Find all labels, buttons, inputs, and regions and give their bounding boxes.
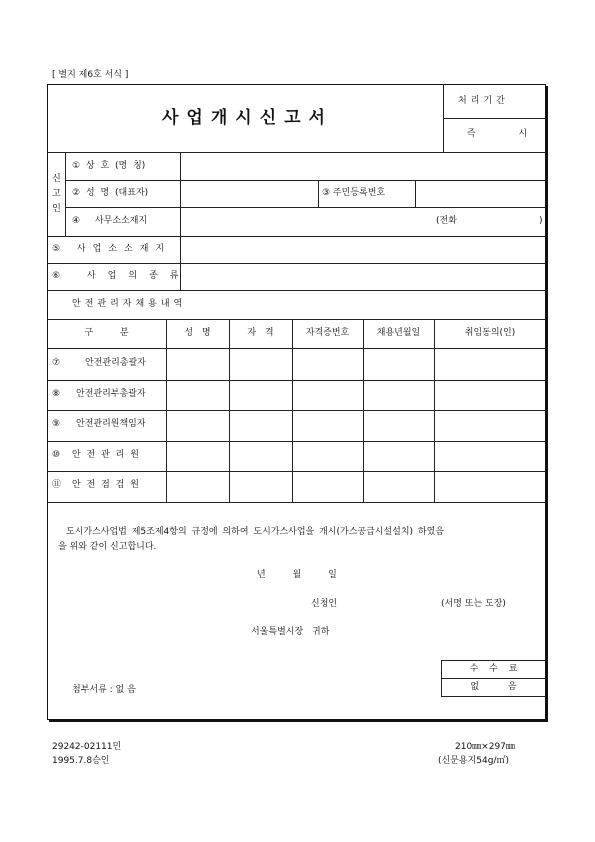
row-10-label: 안 전 관 리 원: [72, 450, 139, 460]
table-row-line-2: [47, 410, 546, 411]
row-8-number: ⑧: [52, 389, 61, 399]
processing-label: 처리기간: [458, 96, 509, 106]
rrn-divider-right: [415, 180, 416, 207]
header-consent: 취임동의(인): [464, 328, 516, 338]
row-11-number: ⑪: [52, 480, 62, 490]
fee-value: 없 음: [470, 682, 517, 692]
header-qualification: 자 격: [247, 328, 274, 338]
label-column-divider: [180, 152, 181, 290]
row-line-5: [47, 290, 546, 291]
row-10-number: ⑩: [52, 450, 61, 460]
declaration-line-2: 을 위와 같이 신고합니다.: [58, 542, 157, 552]
rrn-divider-left: [318, 180, 319, 207]
rrn-label: ③ 주민등록번호: [322, 188, 386, 198]
table-top-line: [47, 319, 546, 320]
row-office-address-label: ④ 사무소소재지: [72, 216, 148, 226]
applicant-label: 신청인: [311, 599, 338, 609]
header-name: 성 명: [184, 328, 211, 338]
row-representative-label: ② 성 명 (대표자): [72, 188, 149, 198]
table-bottom-line: [47, 502, 546, 503]
table-col-1: [166, 319, 167, 502]
phone-label: (전화: [436, 216, 457, 226]
fee-label: 수 수 료: [469, 664, 518, 674]
row-line-3: [47, 236, 546, 237]
row-9-number: ⑨: [52, 419, 61, 429]
header-bottom-line: [47, 152, 546, 153]
row-line-1: [65, 180, 546, 181]
row-7-label: 안전관리총괄자: [85, 358, 146, 368]
table-col-2: [229, 319, 230, 502]
recipient: 서울특별시장 귀하: [251, 627, 330, 637]
table-col-4: [363, 319, 364, 502]
row-business-name-label: ① 상 호 (명 칭): [72, 161, 146, 171]
row-9-label: 안전관리원책임자: [76, 419, 146, 429]
processing-value: 즉 시: [466, 129, 528, 139]
footer-paper-size: 210㎜×297㎜: [455, 742, 515, 752]
table-header-line: [47, 348, 546, 349]
fee-box-mid: [441, 678, 546, 679]
table-col-5: [434, 319, 435, 502]
row-line-2: [65, 207, 546, 208]
safety-section-title: 안전관리자채용내역: [72, 299, 187, 309]
phone-close: ): [539, 216, 543, 226]
table-col-3: [292, 319, 293, 502]
table-row-line-3: [47, 441, 546, 442]
business-location-label: ⑤ 사업소소재지: [52, 244, 172, 254]
fee-box-top: [441, 660, 546, 661]
footer-paper-type: (신문용지54g/㎡): [438, 756, 509, 766]
form-label: [ 별지 제6호 서식 ]: [52, 70, 129, 80]
table-row-line-1: [47, 380, 546, 381]
business-type-label: ⑥ 사업의종류: [52, 271, 191, 281]
declaration-date: 년 월 일: [257, 570, 337, 580]
attachments: 첨부서류 : 없 음: [72, 685, 136, 695]
header-license-number: 자격증번호: [305, 328, 350, 338]
row-8-label: 안전관리부총괄자: [76, 389, 146, 399]
signature-label: (서명 또는 도장): [441, 599, 506, 609]
footer-approval: 1995.7.8승인: [52, 756, 110, 766]
row-11-label: 안 전 점 검 원: [72, 480, 139, 490]
footer-form-code: 29242-02111민: [52, 742, 122, 752]
processing-divider: [443, 118, 546, 119]
table-row-line-4: [47, 471, 546, 472]
header-category: 구 분: [84, 328, 129, 338]
header-hire-date: 채용년월일: [376, 328, 421, 338]
row-7-number: ⑦: [52, 358, 61, 368]
fee-box-bottom: [441, 696, 546, 697]
page-title: 사업개시신고서: [162, 108, 333, 128]
row-line-4: [47, 263, 546, 264]
applicant-group-divider: [65, 152, 66, 236]
declaration-line-1: 도시가스사업법 제5조제4항의 규정에 의하여 도시가스사업을 개시(가스공급시설설치) 하였음: [66, 527, 445, 537]
applicant-group-label: 신고인: [52, 174, 61, 214]
